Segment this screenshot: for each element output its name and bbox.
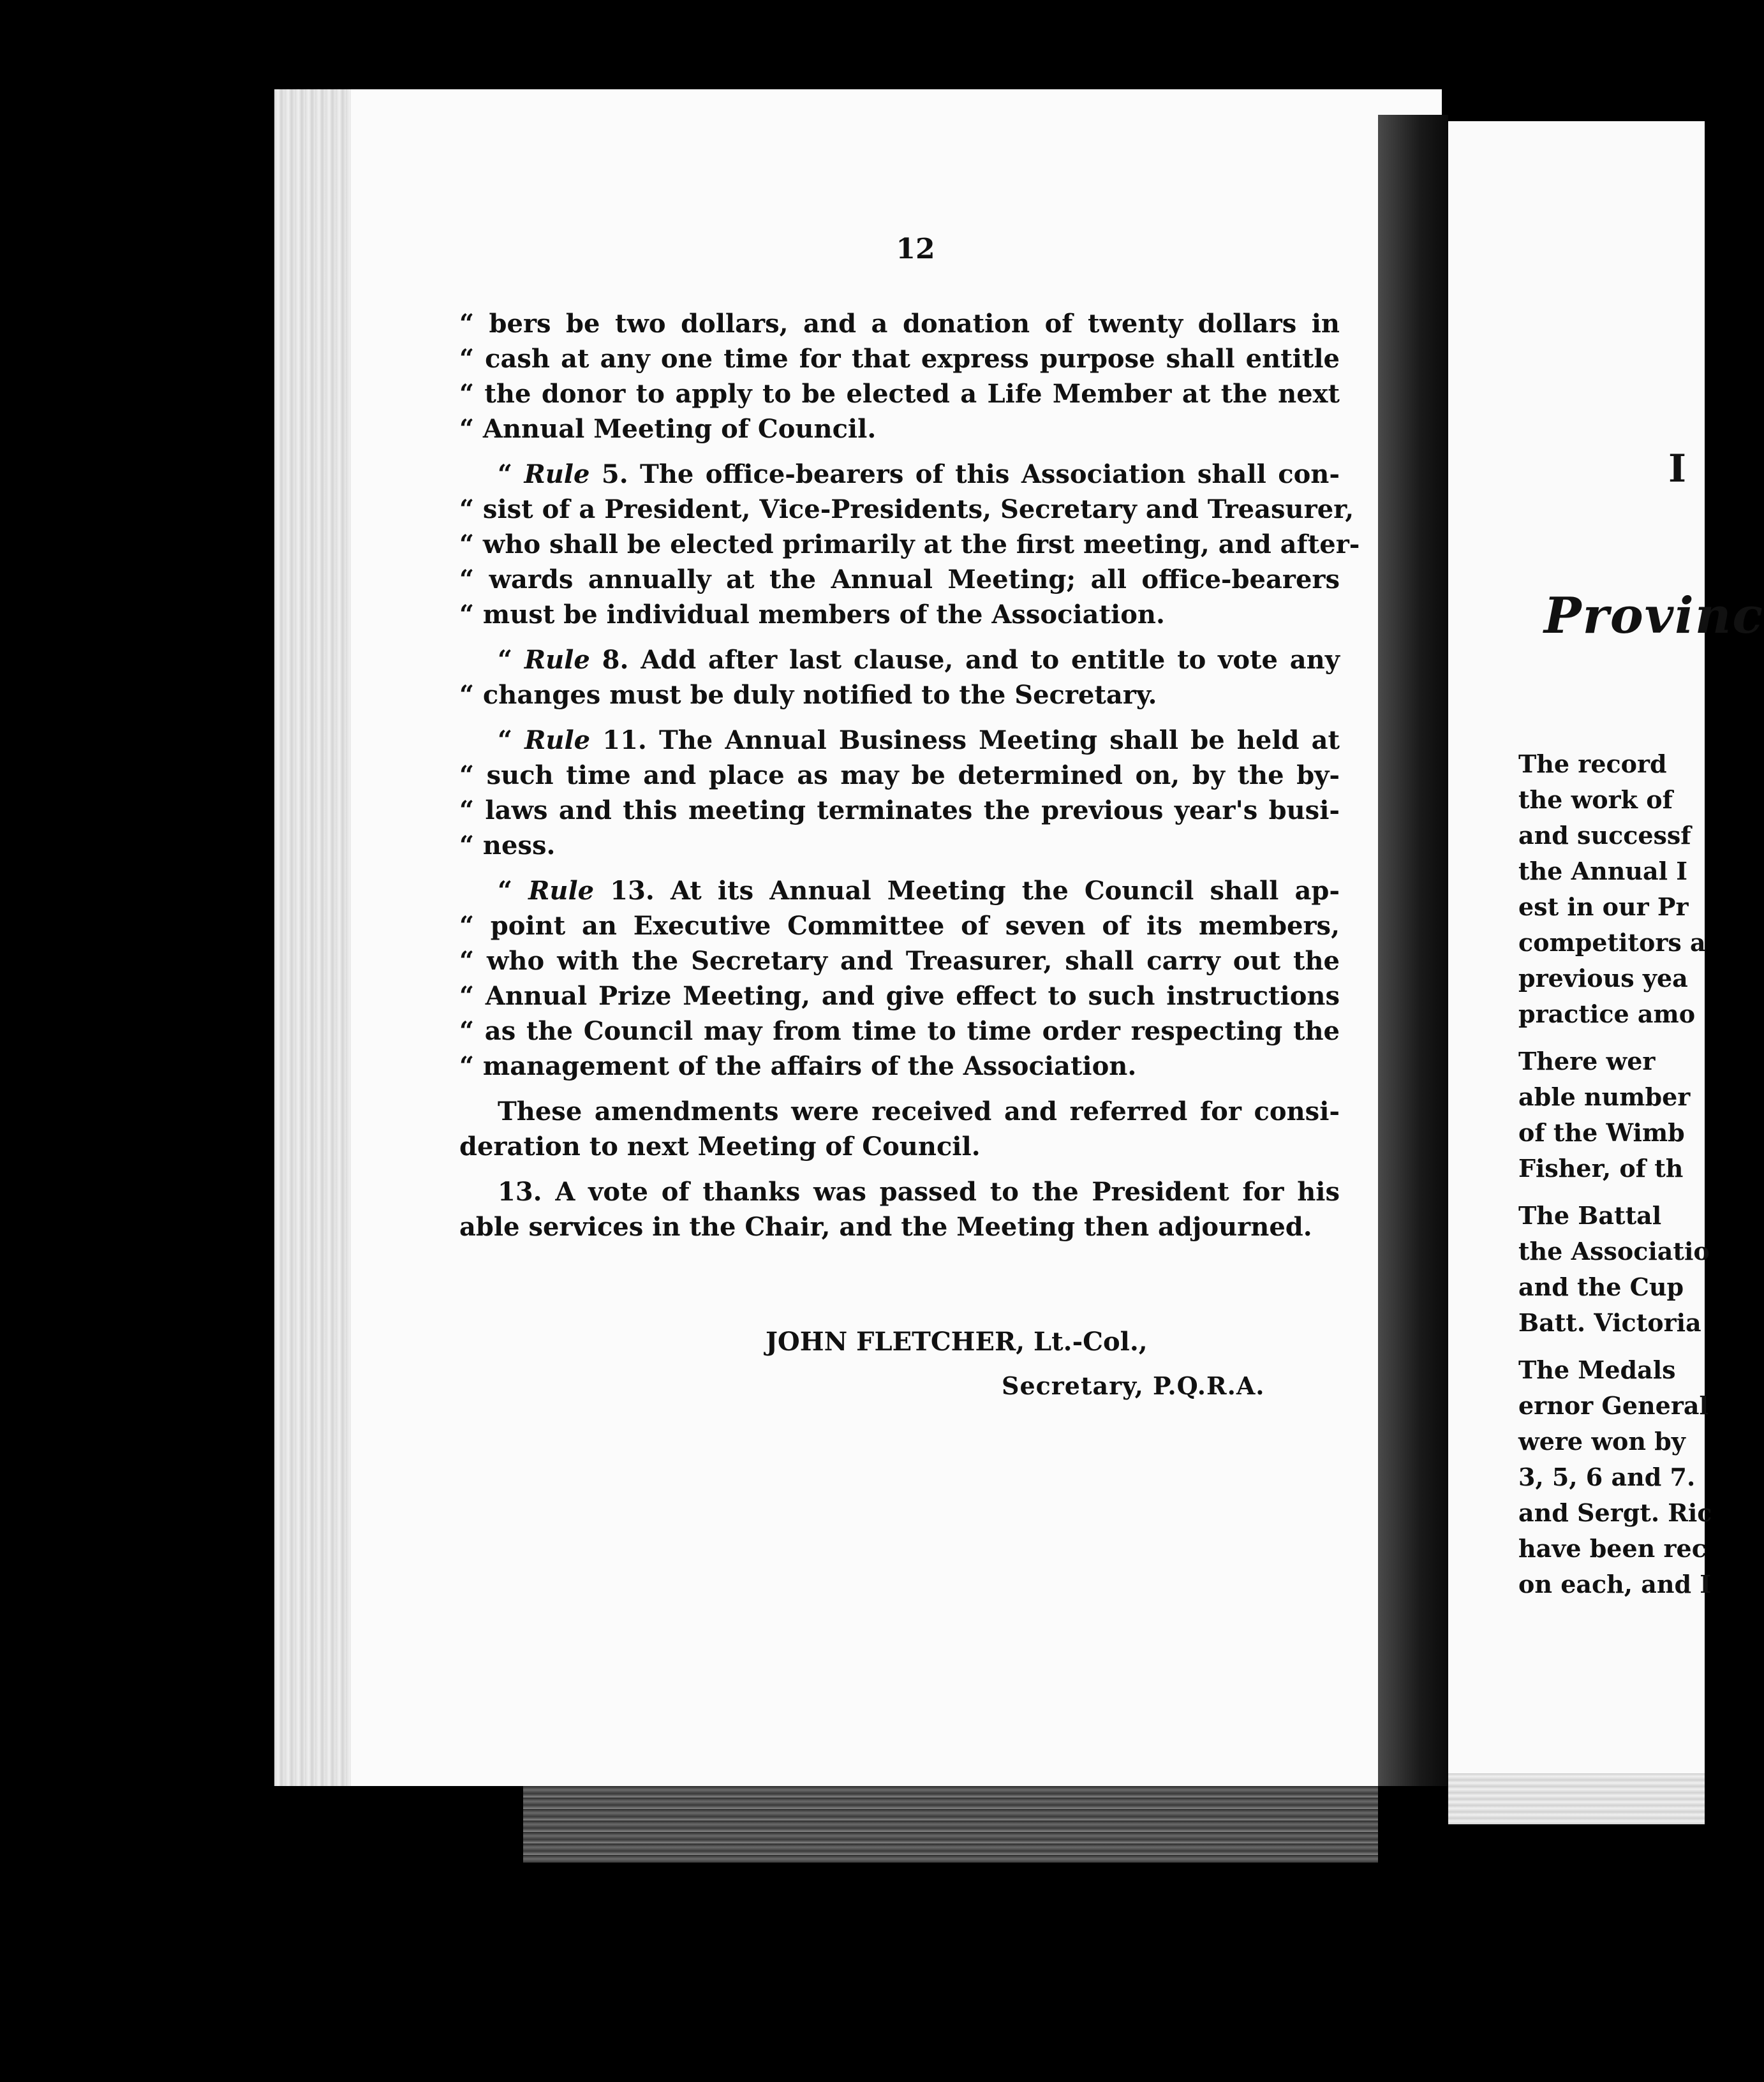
text-line: “ who shall be elected primarily at the first meeting, and after-	[459, 529, 1360, 559]
rule-label: Rule	[524, 645, 590, 675]
text-line: “ bers be two dollars, and a donation of twenty dollars in	[459, 309, 1340, 339]
text-line: and successf	[1518, 821, 1691, 850]
text-line: “ Annual Meeting of Council.	[459, 414, 877, 444]
text-line: The Battal	[1518, 1201, 1662, 1230]
text-line: Fisher, of th	[1518, 1154, 1684, 1183]
book-bottom-edge	[523, 1786, 1378, 1863]
text-line: the Annual I	[1518, 857, 1688, 885]
text-line: able services in the Chair, and the Meeting then adjourned.	[459, 1212, 1312, 1242]
text-line: est in our Pr	[1518, 892, 1689, 921]
paragraph-rule-4-continued	[459, 306, 1340, 447]
text-line: “ as the Council may from time to time order respecting the	[459, 1016, 1340, 1046]
text-line: The Medals	[1518, 1355, 1676, 1384]
paragraph-amendments	[459, 1094, 1340, 1164]
paragraph-rule-11	[459, 723, 1340, 863]
text-line: competitors a	[1518, 928, 1706, 957]
signature-name: JOHN FLETCHER, Lt.-Col.,	[766, 1327, 1148, 1357]
text-line: 3, 5, 6 and 7.	[1518, 1463, 1696, 1491]
text-line: “ must be individual members of the Association.	[459, 600, 1165, 630]
text-line: “ changes must be duly notified to the Secretary.	[459, 680, 1157, 710]
text-line: These amendments were received and referred for consi-	[498, 1096, 1340, 1126]
text-line: “ Rule 13. At its Annual Meeting the Council shall ap-	[498, 876, 1340, 906]
paragraph-rule-8	[459, 642, 1340, 712]
left-page-edge	[274, 89, 351, 1786]
right-page-heading: Provinc	[1544, 587, 1764, 645]
text-line: “ cash at any one time for that express purpose shall entitle	[459, 344, 1340, 374]
rule-label: Rule	[528, 876, 595, 906]
text-line: “ who with the Secretary and Treasurer, shall carry out the	[459, 946, 1340, 976]
paragraph-rule-13	[459, 873, 1340, 1084]
text-line: “ laws and this meeting terminates the previous year's busi-	[459, 795, 1340, 825]
text-line: There wer	[1518, 1047, 1656, 1075]
text-line: “ management of the affairs of the Association.	[459, 1051, 1137, 1081]
left-page-text	[459, 306, 1360, 1255]
text-line: “ such time and place as may be determined on, by the by-	[459, 760, 1340, 790]
paragraph-rule-5	[459, 457, 1360, 632]
text-line: Batt. Victoria	[1518, 1308, 1701, 1337]
page-number: 12	[896, 233, 935, 265]
text-line: and the Cup	[1518, 1273, 1684, 1301]
right-page-letter: I	[1668, 447, 1687, 491]
text-line: 13. A vote of thanks was passed to the President for his	[498, 1177, 1340, 1207]
paragraph-vote-of-thanks	[459, 1174, 1340, 1244]
text-line: ernor General	[1518, 1391, 1708, 1420]
text-line: practice amo	[1518, 1000, 1696, 1028]
text-line: “ Rule 8. Add after last clause, and to entitle to vote any	[498, 645, 1340, 675]
text-line: able number	[1518, 1082, 1691, 1111]
text-line: “ Rule 5. The office-bearers of this Association shall con-	[498, 459, 1340, 489]
text-line: “ point an Executive Committee of seven of its members,	[459, 911, 1340, 941]
right-page-text	[1518, 746, 1712, 1602]
text-line: and Sergt. Ric	[1518, 1498, 1712, 1527]
text-line: deration to next Meeting of Council.	[459, 1132, 981, 1162]
text-line: on each, and I	[1518, 1570, 1712, 1598]
book-gutter	[1378, 115, 1448, 1786]
text-line: “ sist of a President, Vice-Presidents, Secretary and Treasurer,	[459, 494, 1354, 524]
text-line: “ ness.	[459, 831, 556, 860]
text-line: “ Rule 11. The Annual Business Meeting shall be held at	[498, 725, 1340, 755]
rule-label: Rule	[524, 459, 590, 489]
text-line: the Associatio	[1518, 1237, 1710, 1266]
signature-title: Secretary, P.Q.R.A.	[1002, 1371, 1265, 1400]
text-line: The record	[1518, 749, 1667, 778]
text-line: “ the donor to apply to be elected a Life Member at the next	[459, 379, 1340, 409]
text-line: “ Annual Prize Meeting, and give effect to such instructions	[459, 981, 1340, 1011]
text-line: have been rec	[1518, 1534, 1707, 1563]
right-page-edge	[1448, 1773, 1705, 1824]
text-line: the work of	[1518, 785, 1673, 814]
rule-label: Rule	[524, 725, 591, 755]
text-line: previous yea	[1518, 964, 1688, 993]
text-line: “ wards annually at the Annual Meeting; all office-bearers	[459, 565, 1340, 594]
text-line: were won by	[1518, 1427, 1686, 1456]
text-line: of the Wimb	[1518, 1118, 1685, 1147]
